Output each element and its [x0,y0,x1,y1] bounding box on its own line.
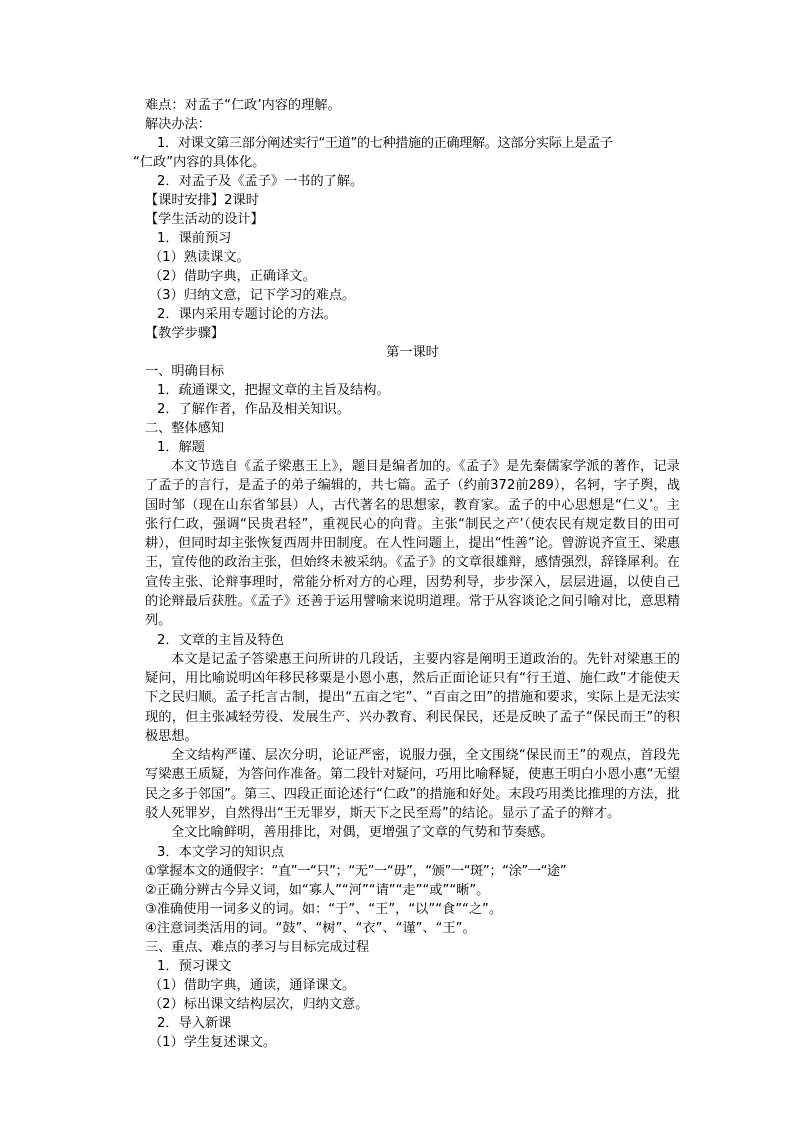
solution-heading: 解决办法： [145,117,211,132]
difficulty-line: 难点：对孟子“仁政’内容的理解。 [145,98,341,113]
knowledge-item-2: ②正确分辨古今异义词，如“寡人”“河”“请”“走”“或”“晰”。 [145,882,490,898]
preview-item-1: （1）熟读课文。 [149,250,250,265]
intro-paragraph: 本文节选自《孟子梁惠王上》，题目是编者加的。《孟子》是先秦儒家学派的著作，记录了孟子的言行，是孟子的弟子编辑的，共七篇。孟子（约前372前289），名轲，字子舆，战国时邹（现在山东省邹县）人，古代著名的思想家，教育家。孟子的中心思想是“仁义’。主张行仁政，强调“民贵君轻”，重视民心的向背。主张“制民之产’（使农民有规定数目的田可耕），但同时却主张恢复西周井田制度。在人性问题上，提出“性善”论。曾游说齐宣王、梁惠王，宣传他的政治主张，但始终未被采纳。《孟子》的文章很雄辩，感情强烈，辞锋犀利。在宣传主张、论辩事理时，常能分析对方的心理，因势利导，步步深入，层层进逼，以使自己的论辩最后获胜。《孟子》还善于运用譬喻来说明道理。常于从容谈论之间引喻对比，意思精列。 [145,459,680,629]
theme-paragraph-3: 全文比喻鲜明，善用排比，对偶，更增强了文章的气势和节奏感。 [171,825,554,841]
section-goal-heading: 一、明确目标 [145,364,225,379]
steps-heading: 【教学步骤】 [145,326,225,341]
section-process-heading: 三、重点、难点的孝习与目标完成过程 [145,939,370,955]
intro-lesson-heading: 2．导入新课 [157,1015,232,1031]
activity-heading: 【学生活动的设计】 [145,212,264,227]
solution-item-2: 2．对孟子及《孟子》一书的了解。 [157,174,364,189]
theme-paragraph-2: 全文结构严谨、层次分明，论证严密，说服力强，全文围绕“保民而王”的观点，首段先写梁惠王质疑，为答问作准备。第二段针对疑问，巧用比喻释疑，使惠王明白小恩小惠“无望民之多于邻国”。第三、四段正面论述行“仁政”的措施和好处。末段巧用类比推理的方法，批驳人死罪岁，自然得出“王无罪岁，斯天下之民至焉”的结论。显示了孟子的辩才。 [145,748,680,822]
knowledge-item-3: ③准确使用一词多义的词。如：“于”、“王”，“以”“食”“之”。 [145,901,503,917]
goal-item-2: 2．了解作者，作品及相关知识。 [157,402,351,417]
knowledge-item-1: ①掌握本文的通假字：“直”一“只”；“无”一“毋”，“颁”一“斑”；“涂”一“途” [145,863,567,879]
solution-item-1-cont: “仁政”内容的具体化。 [133,155,266,170]
theme-heading: 2．文章的主旨及特色 [157,632,285,648]
solution-item-1: 1．对课文第三部分阐述实行“王道”的七种措施的正确理解。这部分实际上是孟子 [157,136,613,151]
preview-item-2: （2）借助字典，正确译文。 [149,269,316,284]
schedule-heading: 【课时安排】2课时 [145,193,259,208]
preview-item-3: （3）归纳文意，记下学习的难点。 [149,288,356,303]
section-overview-heading: 二、整体感知 [145,421,225,436]
lesson-one-title: 第一课时 [386,345,439,360]
process-preview-item-1: （1）借助字典，通读，通译课文。 [149,977,356,993]
method-line: 2．课内采用专题讨论的方法。 [157,307,337,322]
knowledge-item-4: ④注意词类活用的词。“鼓”、“树”、“衣”、“谨”、“王”。 [145,920,476,936]
process-preview-item-2: （2）标出课文结构层次，归纳文意。 [149,996,369,1012]
process-preview-heading: 1．预习课文 [157,958,232,974]
topic-heading: 1．解题 [157,440,205,455]
knowledge-heading: 3．本文学习的知识点 [157,844,285,860]
theme-paragraph-1: 本文是记孟子答梁惠王问所讲的几段话，主要内容是阐明王道政治的。先针对梁惠王的疑问，用比喻说明凶年移民移粟是小恩小惠，然后正面论证只有“行王道、施仁政”才能使天下之民归顺。孟子托言古制，提出“五亩之宅”、“百亩之田”的措施和要求，实际上是无法实现的，但主张减轻劳役、发展生产、兴办教育、利民保民，还是反映了孟子“保民而王”的积极思想。 [145,651,680,744]
document-page [133,96,680,1052]
intro-lesson-item-1: （1）学生复述课文。 [149,1034,277,1050]
goal-item-1: 1．疏通课文，把握文章的主旨及结构。 [157,383,390,398]
preview-heading: 1．课前预习 [157,231,232,246]
